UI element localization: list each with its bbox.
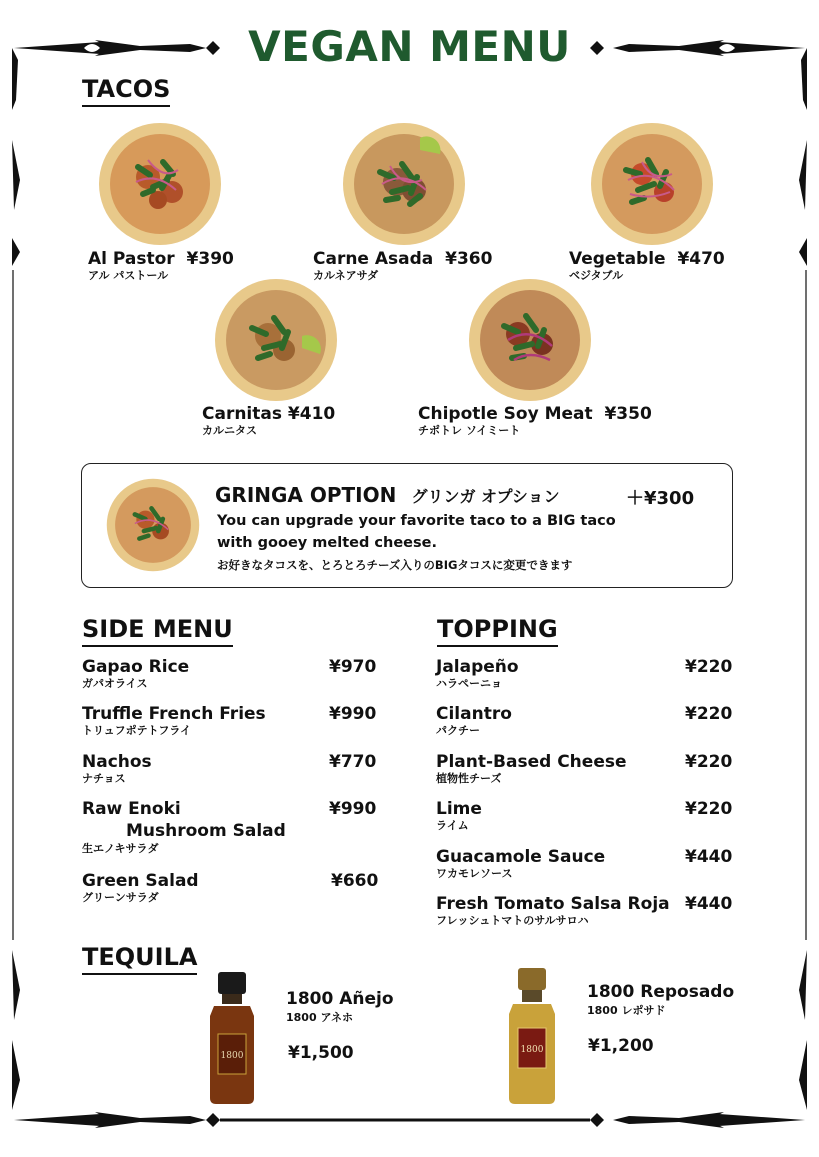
topping-item-price: ¥220 [685,752,733,772]
gringa-desc-line2: with gooey melted cheese. [217,535,437,551]
taco-jp-name: カルニタス [202,424,257,437]
menu-item-jp: グリーンサラダ [82,891,159,904]
gringa-jp-title: グリンガ オプション [411,487,560,506]
taco-image-carne-asada [342,122,466,246]
taco-item [418,404,652,437]
menu-item-price: ¥970 [329,657,377,677]
bottle-anejo-label: 1800 [220,1051,244,1061]
tequila-name: 1800 Añejo [286,989,394,1009]
taco-price: ¥350 [604,404,652,424]
tequila-name: 1800 Reposado [587,982,735,1002]
page-title: VEGAN MENU [248,22,571,71]
topping-item-price: ¥440 [685,894,733,914]
ornament-left-side [12,48,20,1110]
tequila-jp: 1800 レポサド [587,1004,666,1017]
taco-jp-name: カルネアサダ [313,269,379,282]
taco-item [569,249,725,282]
menu-item-jp: トリュフポテトフライ [82,724,192,737]
menu-item-price: ¥770 [329,752,377,772]
menu-item-price: ¥660 [331,871,379,891]
topping-item-jp: ライム [436,819,469,832]
taco-image-chipotle-soy-meat [468,278,592,402]
tequila-heading: TEQUILA [82,942,197,975]
menu-item [82,704,266,737]
menu-item-price: ¥990 [329,799,377,819]
menu-item-name-line2: Mushroom Salad [126,821,286,841]
ornament-right-side [799,48,807,1110]
taco-item [88,249,234,282]
taco-image-carnitas [214,278,338,402]
tequila-jp: 1800 アネホ [286,1011,354,1024]
side-menu-heading: SIDE MENU [82,614,233,647]
topping-item [436,799,482,832]
tequila-item [587,982,734,1018]
topping-item-name: Lime [436,799,482,819]
menu-item [82,871,199,904]
gringa-title-row [215,483,560,507]
menu-item-jp: ナチョス [82,772,126,785]
menu-item [82,752,152,785]
menu-item-name: Nachos [82,752,152,772]
taco-name: Al Pastor [88,249,175,269]
taco-item [202,404,335,437]
taco-name: Carne Asada [313,249,434,269]
menu-item-name: Truffle French Fries [82,704,266,724]
gringa-title: GRINGA OPTION [215,483,397,507]
topping-item [436,752,627,785]
tequila-price: ¥1,500 [288,1043,354,1063]
topping-item-price: ¥220 [685,657,733,677]
bottle-reposado-label: 1800 [520,1045,544,1055]
taco-jp-name: ベジタブル [569,269,624,282]
menu-item-name: Gapao Rice [82,657,190,677]
topping-item-price: ¥220 [685,704,733,724]
topping-item-price: ¥440 [685,847,733,867]
topping-item-jp: ワカモレソース [436,867,513,880]
topping-item-jp: パクチー [436,724,480,737]
topping-item-jp: 植物性チーズ [436,772,502,785]
topping-heading: TOPPING [437,614,558,647]
menu-item [82,657,189,690]
topping-item-name: Guacamole Sauce [436,847,606,867]
gringa-price: ＋¥300 [626,488,695,509]
bottle-anejo-icon [204,972,260,1104]
topping-item-jp: フレッシュトマトのサルサロハ [436,914,589,927]
menu-item-jp: 生エノキサラダ [82,842,159,855]
topping-item-name: Cilantro [436,704,512,724]
taco-name: Vegetable [569,249,666,269]
topping-item [436,894,670,927]
topping-item [436,704,512,737]
topping-item-name: Fresh Tomato Salsa Roja [436,894,670,914]
taco-jp-name: チポトレ ソイミート [418,424,521,437]
topping-item-name: Plant-Based Cheese [436,752,627,772]
topping-item-name: Jalapeño [436,657,519,677]
taco-name: Carnitas [202,404,282,424]
taco-price: ¥470 [677,249,725,269]
tequila-price: ¥1,200 [588,1036,654,1056]
taco-price: ¥390 [186,249,234,269]
taco-name: Chipotle Soy Meat [418,404,593,424]
menu-item-jp: ガパオライス [82,677,148,690]
menu-item-name: Raw Enoki [82,799,181,819]
taco-jp-name: アル パストール [88,269,169,282]
gringa-taco-image [106,478,200,572]
taco-image-vegetable [590,122,714,246]
taco-image-al-pastor [98,122,222,246]
gringa-desc-line1: You can upgrade your favorite taco to a BIG taco [217,513,616,529]
topping-item [436,847,605,880]
menu-item-price: ¥990 [329,704,377,724]
menu-item-name: Green Salad [82,871,199,891]
taco-item [313,249,492,282]
topping-item-price: ¥220 [685,799,733,819]
tequila-item [286,989,394,1025]
bottle-reposado-icon [503,968,561,1104]
tacos-heading: TACOS [82,74,170,107]
taco-price: ¥360 [445,249,493,269]
gringa-desc-jp: お好きなタコスを、とろとろチーズ入りのBIGタコスに変更できます [217,558,573,572]
taco-price: ¥410 [287,404,336,424]
topping-item-jp: ハラペーニョ [436,677,502,690]
ornament-bottom [14,1112,805,1128]
menu-item [82,799,286,855]
topping-item [436,657,519,690]
